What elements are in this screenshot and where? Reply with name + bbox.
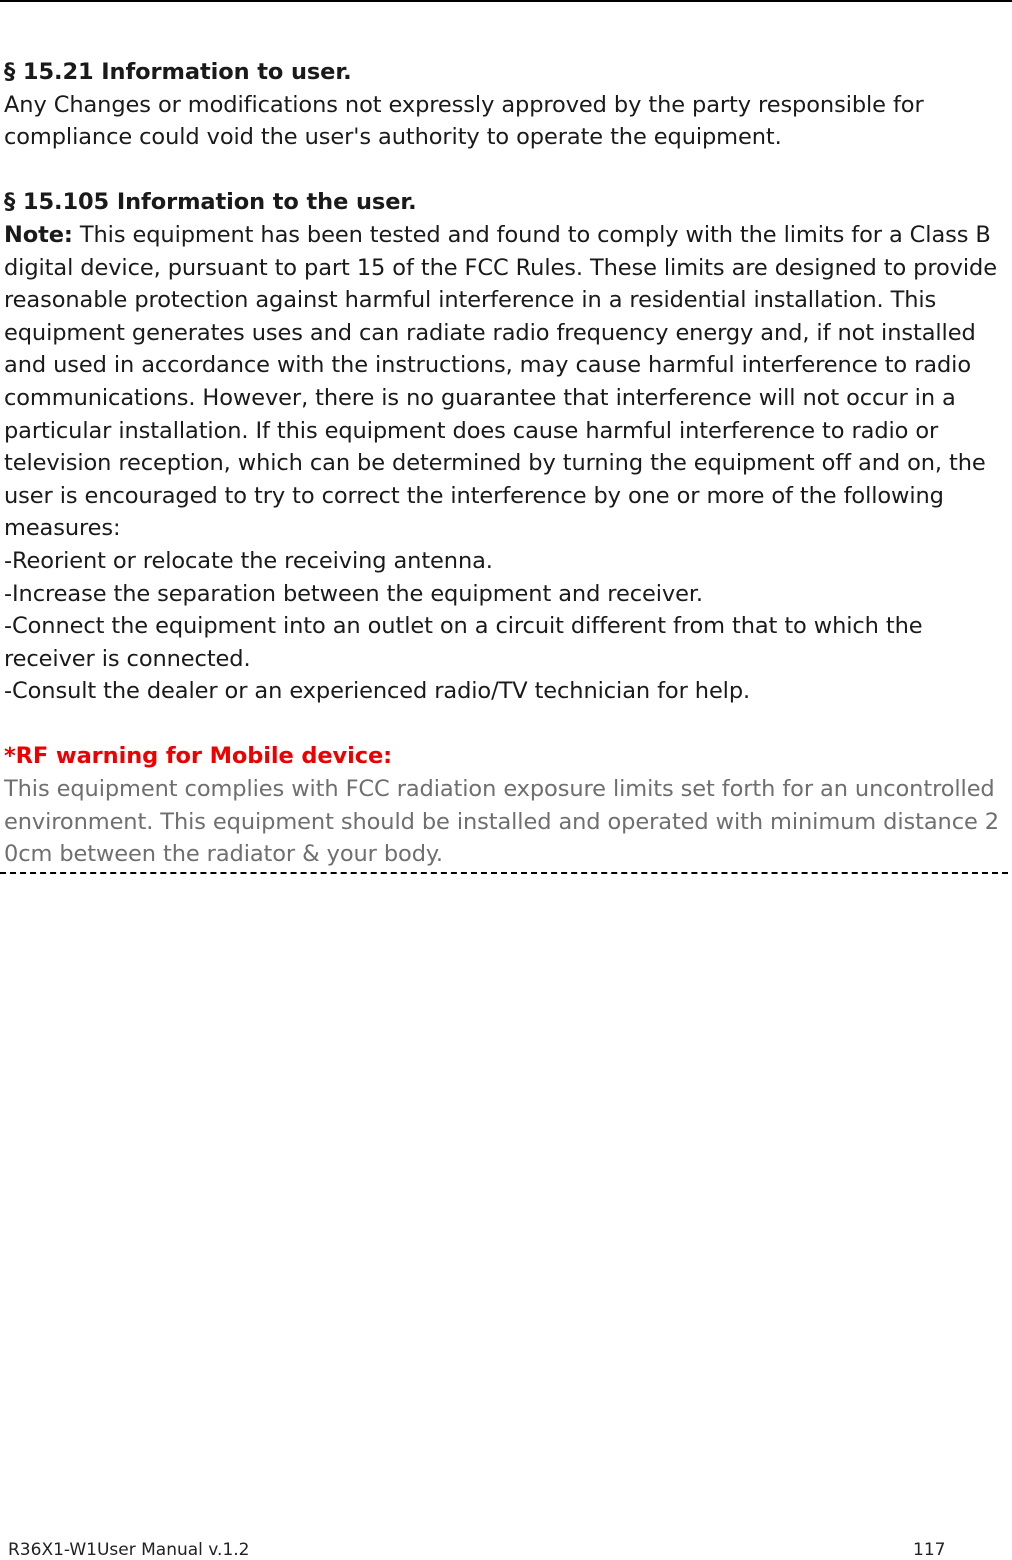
- paragraph-spacer: [4, 708, 1008, 741]
- measure-item: -Consult the dealer or an experienced radio/TV technician for help.: [4, 678, 751, 705]
- rf-warning-body: This equipment complies with FCC radiation exposure limits set forth for an uncontrolled environment. This equipment should be installed and operated with minimum distance 20cm between the radiator & your body.: [4, 776, 999, 868]
- rf-warning-heading: *RF warning for Mobile device:: [4, 743, 393, 770]
- measure-item: -Connect the equipment into an outlet on a circuit different from that to which the receiver is connected.: [4, 613, 923, 672]
- measure-item: -Reorient or relocate the receiving antenna.: [4, 547, 493, 574]
- note-text: This equipment has been tested and found to comply with the limits for a Class B digital device, pursuant to part 15 of the FCC Rules. These limits are designed to provide reasonable protection against harmful interference in a residential installation. This equipment generates uses and can radiate radio frequency energy and, if not installed and used in accordance with the instructions, may cause harmful interference to radio communications. However, there is no guarantee that interference will not occur in a particular installation. If this equipment does cause harmful interference to radio or television reception, which can be determined by turning the equipment off and on, the user is encouraged to try to correct the interference by one or more of the following measures:: [4, 221, 997, 542]
- dashed-divider: [0, 872, 1008, 874]
- note-label: Note:: [4, 221, 73, 248]
- footer-manual-name: R36X1-W1User Manual v.1.2: [8, 1540, 250, 1560]
- section-15-21-heading: § 15.21 Information to user.: [4, 59, 352, 85]
- section-15-105-note: [4, 219, 1008, 545]
- footer-page-number: 117: [913, 1540, 946, 1560]
- document-body: [4, 56, 1008, 874]
- section-15-105-heading: § 15.105 Information to the user.: [4, 189, 417, 216]
- top-border-rule: [0, 0, 1012, 2]
- section-15-21-body: Any Changes or modifications not expressly approved by the party responsible for compliance could void the user's authority to operate the equipment.: [4, 91, 924, 151]
- measure-item: -Increase the separation between the equipment and receiver.: [4, 580, 703, 607]
- paragraph-spacer: [4, 154, 1008, 187]
